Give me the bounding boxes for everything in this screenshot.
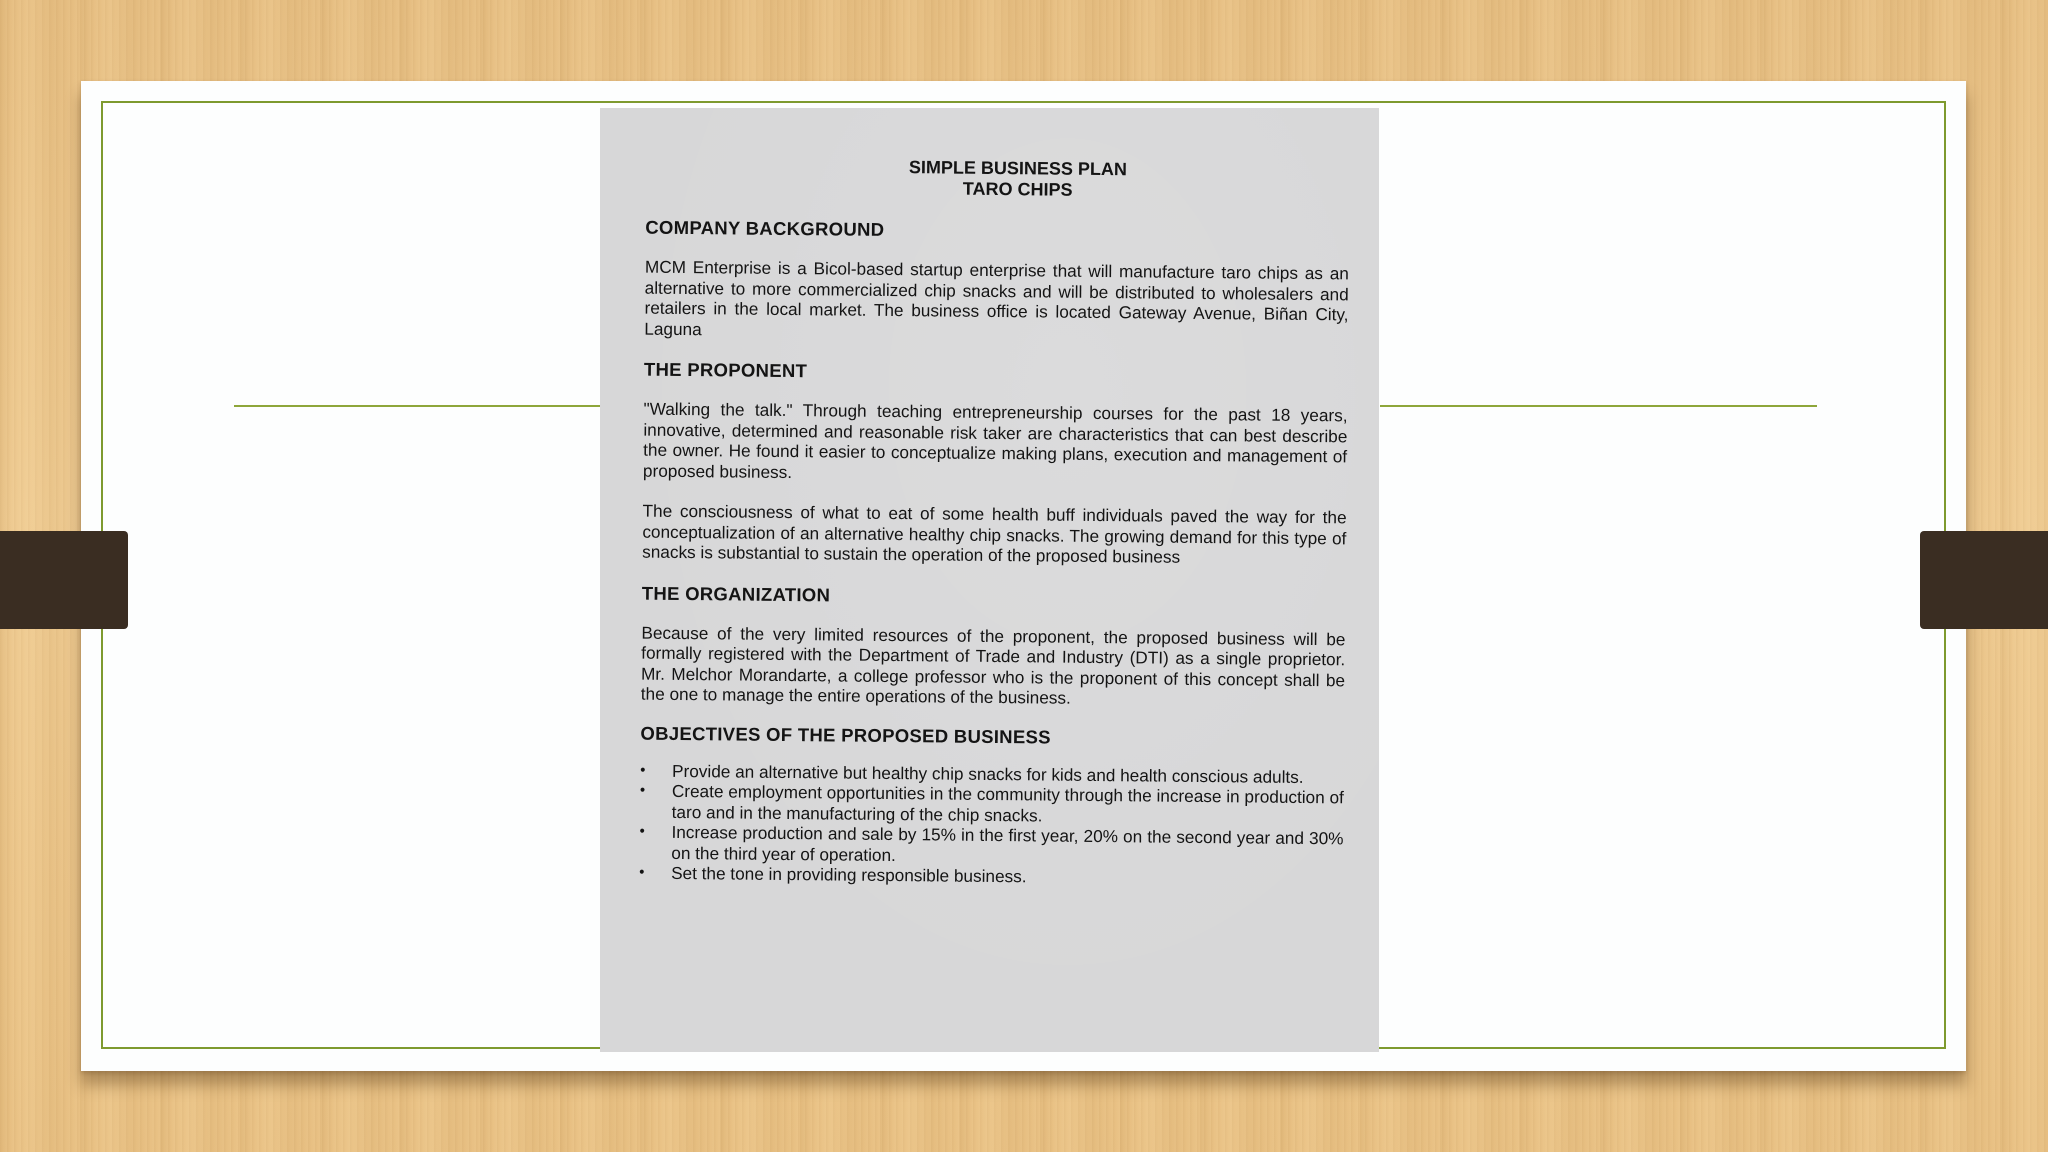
paragraph-proponent-2: The consciousness of what to eat of some health buff individuals paved the way for the conceptualization of an alternative healthy chip snacks. The growing demand for this type of snacks is substantial to sustain the operation of the proposed business — [642, 500, 1347, 567]
title-line-1: SIMPLE BUSINESS PLAN — [908, 157, 1128, 180]
divider-line-right — [1380, 405, 1817, 407]
paragraph-company-background: MCM Enterprise is a Bicol-based startup enterprise that will manufacture taro chips as an alternative to more commercialized chip snacks and will be distributed to wholesalers and retailers in the local market. The business office is located Gateway Avenue, Biñan City, Laguna — [644, 256, 1350, 339]
title-line-2: TARO CHIPS — [962, 178, 1073, 200]
document-title — [686, 155, 1350, 203]
objective-text: Set the tone in providing responsible business. — [671, 862, 1027, 887]
list-item — [639, 822, 1343, 870]
objective-text: Increase production and sale by 15% in the first year, 20% on the second year and 30% on the third year of operation. — [671, 821, 1344, 865]
objective-text: Create employment opportunities in the community through the increase in production of taro and in the manufacturing of the chip snacks. — [671, 780, 1344, 825]
heading-company-background: COMPANY BACKGROUND — [645, 216, 885, 240]
paragraph-proponent-1: "Walking the talk." Through teaching entrepreneurship courses for the past 18 years, innovative, determined and reasonable risk taker are characteristics that can best describe the owner. He found it easier to conceptualize making plans, execution and management of proposed business. — [642, 398, 1348, 482]
bullet-icon: • — [639, 822, 645, 840]
document-body — [639, 155, 1350, 890]
bullet-icon: • — [639, 863, 645, 881]
heading-the-organization: THE ORGANIZATION — [641, 582, 831, 605]
side-tab-left — [0, 531, 128, 629]
objective-text: Provide an alternative but healthy chip snacks for kids and health conscious adults. — [672, 760, 1304, 787]
objectives-list — [639, 760, 1344, 890]
list-item — [640, 781, 1344, 829]
heading-objectives: OBJECTIVES OF THE PROPOSED BUSINESS — [640, 722, 1051, 748]
heading-the-proponent: THE PROPONENT — [643, 358, 808, 382]
side-tab-right — [1920, 531, 2048, 629]
bullet-icon: • — [639, 781, 646, 799]
paragraph-organization: Because of the very limited resources of the proponent, the proposed business will be formally registered with the Department of Trade and Industry (DTI) as a single proprietor. Mr. Melchor Morandarte, a college professor who is the proponent of this concept shall be the one to manage the entire operations of the business. — [640, 622, 1346, 708]
scanned-document-image — [600, 108, 1379, 1052]
bullet-icon: • — [640, 761, 646, 779]
